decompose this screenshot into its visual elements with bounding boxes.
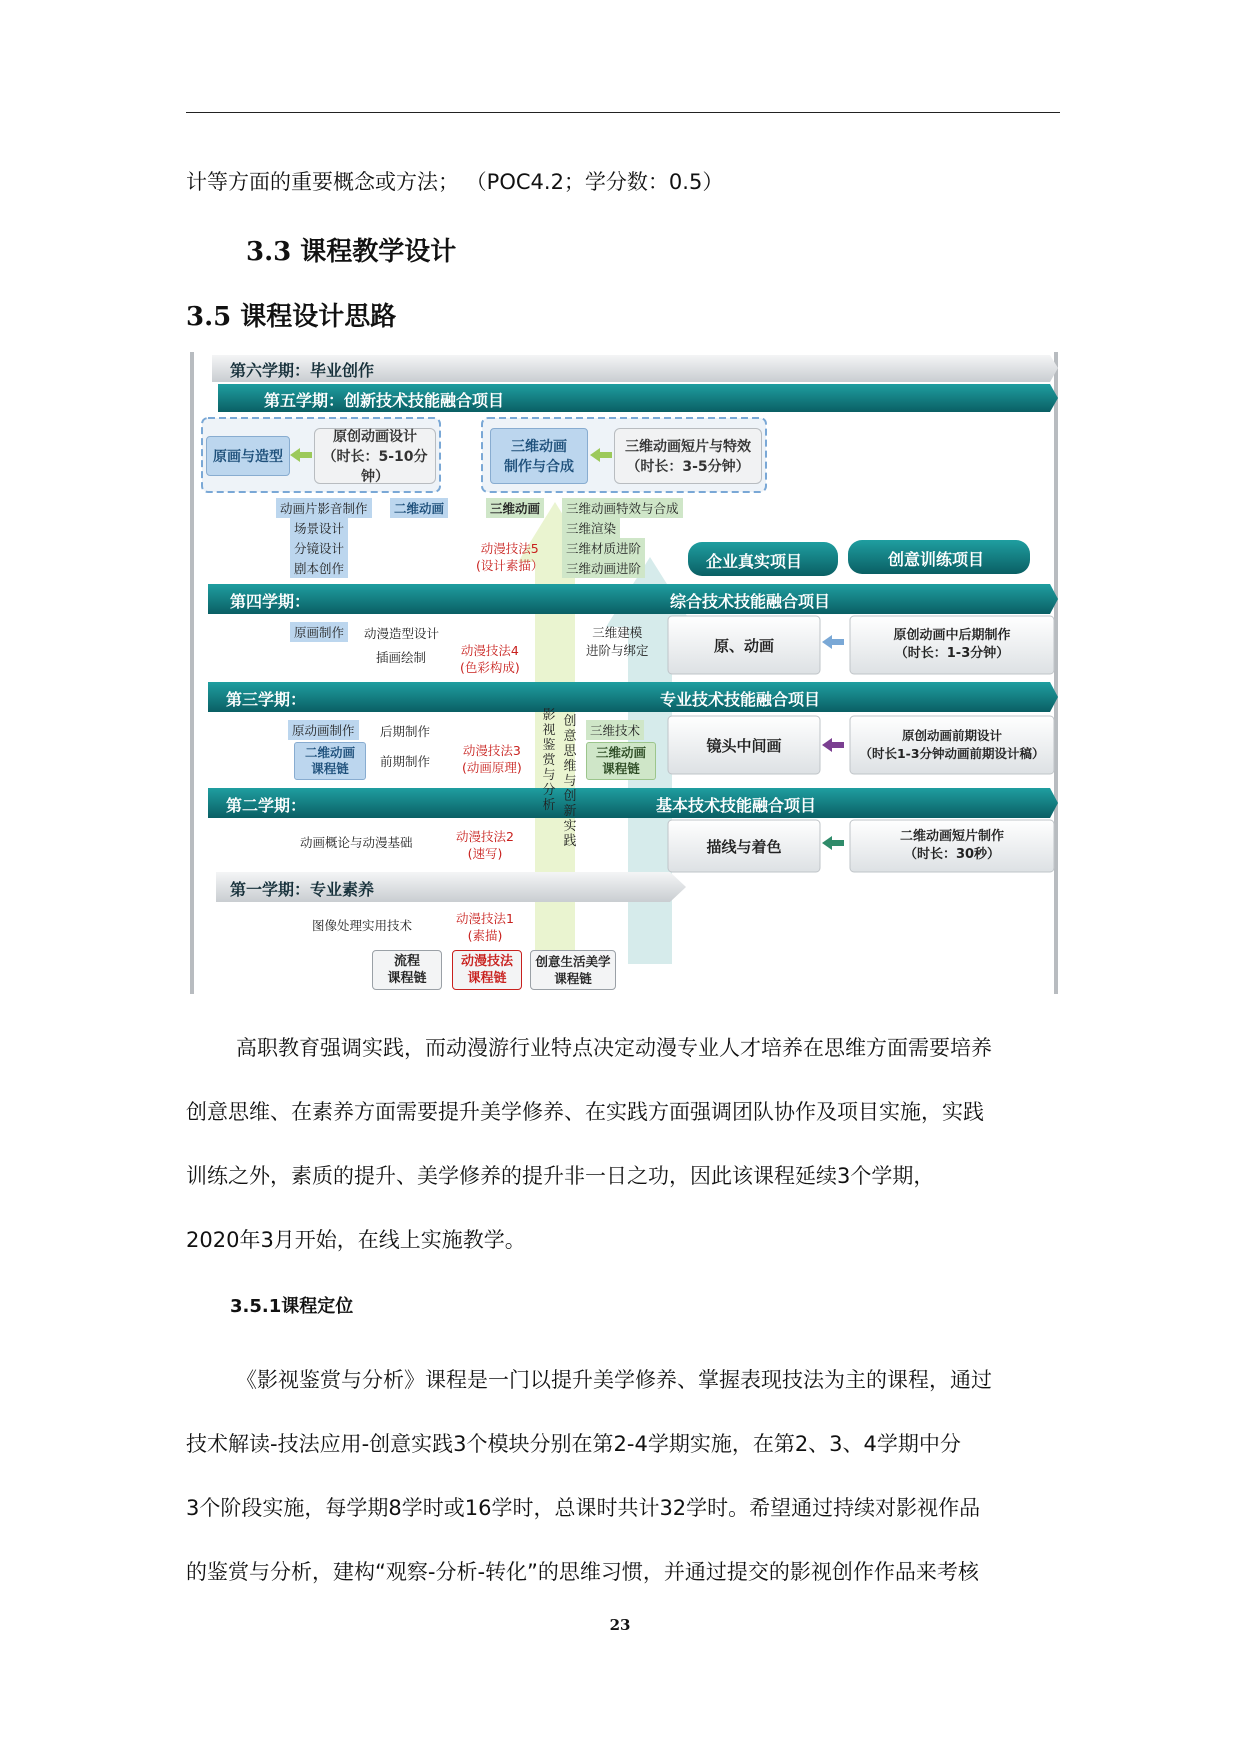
para1-line-4: 2020年3月开始，在线上实施教学。 [186, 1228, 526, 1252]
s2-right [850, 820, 1054, 872]
s3-right2: （时长1-3分钟动画前期设计稿） [859, 746, 1045, 761]
tech5-1: 动漫技法5 [480, 541, 539, 556]
page-number: 23 [609, 1616, 631, 1634]
top-left-a: 原画与造型 [206, 436, 290, 476]
s1-a: 图像处理实用技术 [312, 918, 413, 933]
para2-line-3: 3个阶段实施，每学期8学时或16学时，总课时共计32学时。希望通过持续对影视作品 [186, 1496, 981, 1520]
enterprise-label: 企业真实项目 [706, 552, 803, 571]
para1-line-1: 高职教育强调实践，而动漫游行业特点决定动漫专业人才培养在思维方面需要培养 [236, 1036, 992, 1060]
tech5-2: (设计素描） [476, 558, 544, 573]
para1-line-2: 创意思维、在素养方面需要提升美学修养、在实践方面强调团队协作及项目实施，实践 [186, 1100, 984, 1124]
para2-line-4: 的鉴赏与分析，建构“观察-分析-转化”的思维习惯，并通过提交的影视创作作品来考核 [186, 1560, 979, 1584]
top-left-b [314, 428, 436, 484]
s4-a: 原画制作 [290, 622, 348, 642]
sem4-label: 第四学期： [230, 592, 311, 611]
s3-d: 前期制作 [380, 754, 431, 769]
tech5 [476, 540, 543, 574]
sem3-title: 专业技术技能融合项目 [660, 690, 821, 709]
sem1-label: 第一学期：专业素养 [230, 880, 375, 899]
para1-line-3: 训练之外，素质的提升、美学修养的提升非一日之功，因此该课程延续3个学期， [186, 1164, 935, 1188]
tech2 [456, 828, 514, 862]
s5-3d-list-1: 三维渲染 [562, 518, 620, 538]
sem2-label: 第二学期： [226, 796, 307, 815]
course-design-diagram [190, 352, 1058, 994]
s5-2d: 二维动画 [390, 498, 448, 518]
chain2-2: 课程链 [467, 971, 507, 986]
chain1-2: 课程链 [387, 971, 427, 986]
creative-label: 创意训练项目 [888, 550, 985, 569]
tech3 [462, 742, 522, 776]
s5-3d-list-3: 三维动画进阶 [562, 558, 645, 578]
s5-3d-list-2: 三维材质进阶 [562, 538, 645, 558]
s4-d [586, 624, 649, 660]
arrow-s2 [822, 836, 844, 850]
tech4-2: (色彩构成) [460, 660, 520, 675]
s5-3d-list-0: 三维动画特效与合成 [562, 498, 683, 518]
s3-c: 后期制作 [380, 724, 431, 739]
s3-f [586, 742, 656, 780]
s4-right2: （时长：1-3分钟） [894, 646, 1010, 661]
s3-a: 原动画制作 [288, 720, 359, 740]
tech2-2: (速写) [467, 846, 503, 861]
chain2-1: 动漫技法 [460, 954, 513, 969]
chain3-2: 课程链 [554, 971, 592, 986]
tech2-1: 动漫技法2 [456, 829, 514, 844]
sem6-label: 第六学期：毕业创作 [230, 361, 375, 380]
s3-right [850, 716, 1054, 774]
top-mid-a [490, 428, 588, 484]
tech4 [460, 642, 520, 676]
heading-3-5: 3.5 课程设计思路 [186, 302, 397, 332]
s5-3d: 三维动画 [486, 498, 544, 518]
s3-b2: 课程链 [311, 761, 349, 776]
s3-f2: 课程链 [602, 761, 640, 776]
chain-technique [452, 950, 522, 990]
chain1-1: 流程 [393, 954, 420, 969]
arrow-s4 [822, 635, 844, 649]
chain-aesthetics [530, 950, 616, 990]
para2-line-2: 技术解读-技法应用-创意实践3个模块分别在第2-4学期实施，在第2、3、4学期中分 [186, 1432, 961, 1456]
s4-box: 原、动画 [713, 636, 774, 655]
band-sem3 [208, 682, 1058, 712]
s5-left-3: 剧本创作 [290, 558, 348, 578]
s4-b: 动漫造型设计 [364, 626, 440, 641]
s5-left-0: 动画片影音制作 [276, 498, 372, 518]
chain-process [372, 950, 442, 990]
s2-a: 动画概论与动漫基础 [300, 835, 413, 850]
top-mid-b [614, 428, 762, 484]
s5-left-2: 分镜设计 [290, 538, 348, 558]
s4-c: 插画绘制 [376, 650, 427, 665]
tech3-2: (动画原理) [462, 760, 522, 775]
s2-right2: （时长：30秒） [903, 847, 1001, 862]
vert-label-a: 影视鉴赏与分析 [542, 708, 556, 813]
sem5-label: 第五学期：创新技术技能融合项目 [264, 391, 505, 410]
band-sem4 [208, 584, 1058, 614]
band-sem2 [208, 788, 1058, 818]
sem4-title: 综合技术技能融合项目 [670, 592, 831, 611]
top-left-b1: 原创动画设计 [333, 429, 417, 445]
para2-line-1: 《影视鉴赏与分析》课程是一门以提升美学修养、掌握表现技法为主的课程，通过 [236, 1368, 992, 1392]
heading-3-5-1: 3.5.1课程定位 [230, 1296, 354, 1317]
s3-right1: 原创动画前期设计 [901, 728, 1002, 743]
intro-line: 计等方面的重要概念或方法； （POC4.2；学分数：0.5） [186, 170, 724, 194]
s4-right [850, 616, 1054, 674]
s4-right1: 原创动画中后期制作 [893, 628, 1011, 643]
s3-b1: 二维动画 [304, 745, 355, 760]
top-mid-b1: 三维动画短片与特效 [625, 439, 751, 455]
s2-box: 描线与着色 [706, 837, 782, 856]
s3-f1: 三维动画 [595, 745, 646, 760]
tech1 [456, 910, 514, 944]
tech1-1: 动漫技法1 [456, 911, 514, 926]
top-mid-a1: 三维动画 [511, 439, 567, 455]
top-mid-b2: （时长：3-5分钟） [626, 459, 750, 475]
s4-d1: 三维建模 [592, 625, 643, 640]
s5-left-1: 场景设计 [290, 518, 348, 538]
chain3-1: 创意生活美学 [535, 954, 611, 969]
tech1-2: (素描) [467, 928, 503, 943]
vert-label-b: 创意思维与创新实践 [563, 714, 577, 849]
s3-box: 镜头中间画 [706, 736, 782, 755]
top-mid-a2: 制作与合成 [504, 459, 574, 475]
s3-e: 三维技术 [586, 720, 644, 740]
heading-3-3: 3.3 课程教学设计 [246, 237, 457, 267]
top-left-b2: （时长：5-10分钟） [322, 449, 428, 485]
sem2-title: 基本技术技能融合项目 [656, 796, 817, 815]
arrow-s3 [822, 738, 844, 752]
sem3-label: 第三学期： [226, 690, 307, 709]
s3-b [294, 742, 366, 780]
s4-d2: 进阶与绑定 [586, 643, 649, 658]
header-rule [186, 112, 1060, 113]
s2-right1: 二维动画短片制作 [899, 829, 1004, 844]
tech4-1: 动漫技法4 [460, 643, 519, 658]
tech3-1: 动漫技法3 [462, 743, 521, 758]
